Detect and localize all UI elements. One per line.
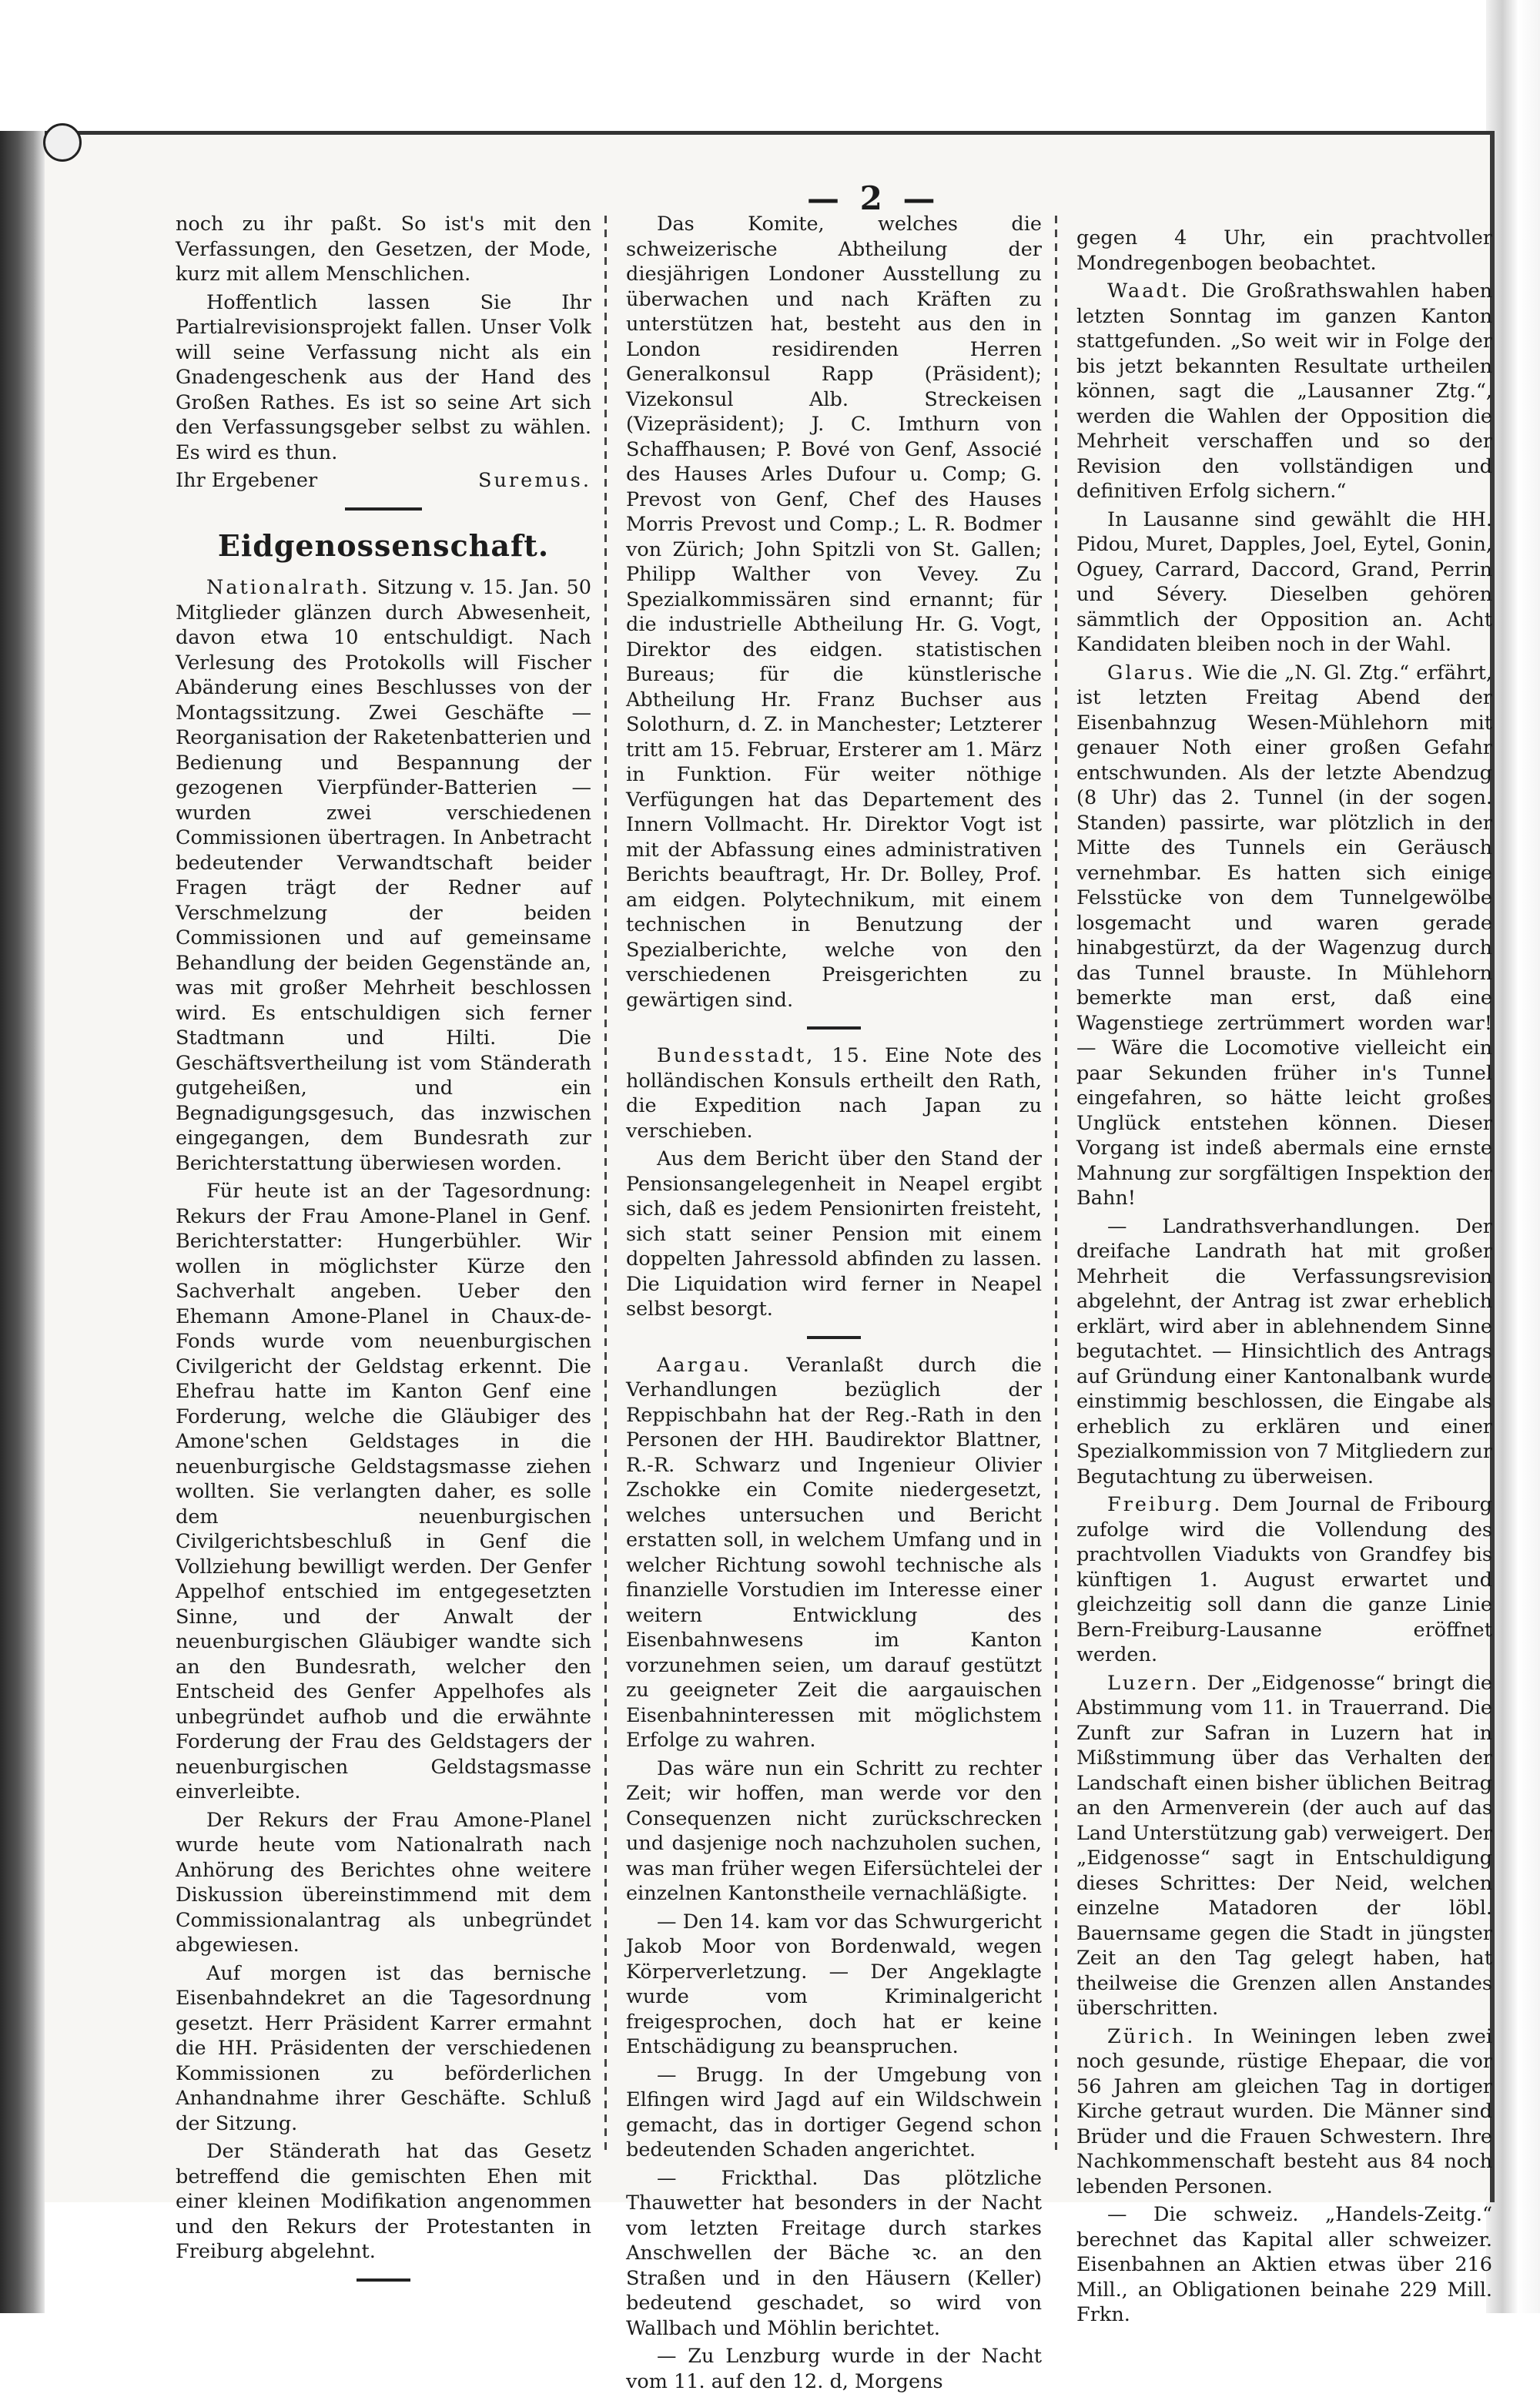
column-middle [626, 212, 1043, 2393]
paragraph-body: Die Großrathswahlen haben letzten Sonntag im ganzen Kanton stattgefunden. „So weit wir in Folge der bis jetzt bekannten Resultate urtheilen können, sagt die „Lausanner Ztg.“, werden die Wahlen der Opposition die Mehrheit verschaffen und so der Revision den vollständigen und definitiven Erfolg sichern.“ [1076, 280, 1492, 503]
paragraph [1076, 661, 1492, 1211]
column-left [176, 212, 591, 2263]
signature-name: Suremus. [478, 469, 591, 492]
paragraph-lead: Glarus. [1107, 661, 1196, 685]
paragraph: Der Rekurs der Frau Amone-Planel wurde heute vom Nationalrath nach Anhörung des Berichtes ohne weitere Diskussion übereinstimmend mit dem Commissionalantrag als unbegründet abgewiesen. [176, 1808, 591, 1957]
paragraph [1076, 279, 1492, 504]
paragraph: Für heute ist an der Tagesordnung: Rekurs der Frau Amone-Planel in Genf. Berichterstatter: Hungerbühler. Wir wollen in möglichster Kürze den Sachverhalt angeben. Ueber den Ehemann Amone-Planel in Chaux-de-Fonds wurde vom neuenburgischen Civilgericht der Geldstag erkennt. Die Ehefrau hatte im Kanton Genf eine Forderung, welche die Gläubiger des Amone'schen Geldstages in die neuenburgische Geldstagsmasse ziehen wollten. Sie verlangten daher, es solle dem neuenburgischen Civilgerichtsbeschluß in Genf die Vollziehung bewilligt werden. Der Genfer Appelhof entschied im entgegesetzten Sinne, und der Anwalt der neuenburgischen Gläubiger wandte sich an den Bundesrath, welcher den Entscheid des Genfer Appelhofes als unbegründet aufhob und die erwähnte Forderung der Frau des Geldstagers der neuenburgischen Geldstagsmasse einverleibte. [176, 1180, 591, 1803]
signature-closing: Ihr Ergebener [176, 469, 318, 492]
paragraph: gegen 4 Uhr, ein prachtvoller Mondregenbogen beobachtet. [1076, 226, 1492, 275]
separator [357, 2278, 410, 2282]
paragraph-body: Wie die „N. Gl. Ztg.“ erfährt, ist letzten Freitag Abend der Eisenbahnzug Wesen-Mühlehorn mit genauer Noth einer großen Gefahr entschwunden. Als der letzte Abendzug (8 Uhr) das 2. Tunnel (in der sogen. Standen) passirte, war plötzlich in der Mitte des Tunnels ein Geräusch vernehmbar. Es hatten sich einige Felsstücke von dem Tunnelgewölbe losgemacht und waren gerade hinabgestürzt, da der Wagenzug durch das Tunnel brauste. In Mühlehorn bemerkte man erst, daß eine Wagenstiege zertrümmert worden war! — Wäre die Locomotive vielleicht ein paar Sekunden früher in's Tunnel eingefahren, so hätte leicht großes Unglück entstehen können. Dieser Vorgang ist indeß abermals eine ernste Mahnung zur sorgfältigen Inspektion der Bahn! [1076, 661, 1493, 1210]
paragraph-lead: Nationalrath. [206, 576, 370, 599]
binding-shadow [0, 131, 45, 2313]
separator [345, 507, 422, 511]
section-heading: Eidgenossenschaft. [217, 527, 550, 563]
paragraph [626, 1353, 1042, 1753]
paragraph: — Die schweiz. „Handels-Zeitg.“ berechnet das Kapital aller schweizer. Eisenbahnen an Aktien etwas über 216 Mill., an Obligationen beinahe 229 Mill. Frkn. [1076, 2203, 1492, 2326]
signature-line [176, 468, 591, 494]
paragraph-body: In Weiningen leben zwei noch gesunde, rüstige Ehepaar, die vor 56 Jahren am gleichen Tag in dortiger Kirche getraut wurden. Die Männer sind Brüder und die Frauen Schwestern. Ihre Nachkommenschaft besteht aus 84 noch lebenden Personen. [1076, 2024, 1493, 2198]
column-right [1076, 226, 1493, 2326]
paragraph: Das Komite, welches die schweizerische Abtheilung der diesjährigen Londoner Ausstellung zu überwachen und nach Kräften zu unterstützen hat, besteht aus den in London residirenden Herren Generalkonsul Rapp (Präsident); Vizekonsul Alb. Streckeisen (Vizepräsident); J. C. Imthurn von Schaffhausen; P. Bové von Genf, Associé des Hauses Arles Dufour u. Comp; G. Prevost von Genf, Chef des Hauses Morris Prevost und Comp.; L. R. Bodmer von Zürich; John Spitzli von St. Gallen; Philipp Walther von Vevey. Zu Spezialkommissären sind ernannt; für die industrielle Abtheilung Hr. G. Vogt, Direktor des eidgen. statistischen Bureaus; für die künstlerische Abtheilung Hr. Franz Buchser aus Solothurn, d. Z. in Manchester; Letzterer tritt am 15. Februar, Ersterer am 1. März in Funktion. Für weiter nöthige Verfügungen hat das Departement des Innern Vollmacht. Hr. Direktor Vogt ist mit der Abfassung eines administrativen Berichts beauftragt, Hr. Dr. Bolley, Prof. am eidgen. Polytechnikum, mit einem technischen in Benutzung der Spezialberichte, welche von den verschiedenen Preisgerichten zu gewärtigen sind. [626, 213, 1042, 1012]
paragraph: Auf morgen ist das bernische Eisenbahndekret an die Tagesordnung gesetzt. Herr Präsident Karrer ermahnt die HH. Präsidenten der verschiedenen Kommissionen zu beförderlichen Anhandnahme ihrer Geschäfte. Schluß der Sitzung. [176, 1961, 591, 2135]
paragraph-lead: Zürich. [1107, 2024, 1196, 2048]
separator [807, 1336, 861, 1339]
paragraph: — Frickthal. Das plötzliche Thauwetter hat besonders in der Nacht vom letzten Freitage durch starkes Anschwellen der Bäche ꝛc. an den Straßen und in den Häusern (Keller) bedeutend geschadet, so wird von Wallbach und Möhlin berichtet. [626, 2166, 1042, 2340]
page-number: — 2 — [807, 179, 940, 217]
paragraph [1076, 2024, 1492, 2200]
paragraph [1076, 1492, 1492, 1668]
paragraph: — Den 14. kam vor das Schwurgericht Jakob Moor von Bordenwald, wegen Körperverletzung. — Der Angeklagte wurde vom Kriminalgericht freigesprochen, doch hat er keine Entschädigung zu beanspruchen. [626, 1910, 1042, 2058]
paragraph: — Landrathsverhandlungen. Der dreifache Landrath hat mit großer Mehrheit die Verfassungsrevision abgelehnt, der Antrag ist zwar erheblich erklärt, wird aber in ablehnendem Sinne begutachtet. — Hinsichtlich des Antrags auf Gründung einer Kantonalbank wurde einstimmig beschlossen, die Eingabe als erheblich zu erklären und einer Spezialkommission von 7 Mitgliedern zur Begutachtung zu überweisen. [1076, 1214, 1492, 1488]
separator [807, 1026, 861, 1030]
column-rule [1055, 216, 1057, 2156]
paragraph: noch zu ihr paßt. So ist's mit den Verfassungen, den Gesetzen, der Mode, kurz mit allem Menschlichen. [176, 213, 591, 286]
column-rule [604, 216, 607, 2156]
paragraph: — Brugg. In der Umgebung von Elfingen wird Jagd auf ein Wildschwein gemacht, das in dortiger Gegend schon bedeutenden Schaden angerichtet. [626, 2063, 1042, 2161]
paragraph: Der Ständerath hat das Gesetz betreffend die gemischten Ehen mit einer kleinen Modifikation angenommen und den Rekurs der Protestanten in Freiburg abgelehnt. [176, 2140, 591, 2263]
paragraph [626, 1043, 1042, 1143]
paragraph [1076, 1671, 1492, 2021]
paragraph: Das wäre nun ein Schritt zu rechter Zeit; wir hoffen, man werde vor den Consequenzen nicht zurückschrecken und dasjenige noch nachzuholen suchen, was man früher wegen Eifersüchtelei der einzelnen Kantonstheile vernachläßigte. [626, 1756, 1042, 1905]
paragraph-body: Eine Note des holländischen Konsuls ertheilt den Rath, die Expedition nach Japan zu verschieben. [626, 1044, 1043, 1143]
paragraph-body: Dem Journal de Fribourg zufolge wird die Vollendung des prachtvollen Viadukts von Grandfey bis künftigen 1. August erwartet und gleichzeitig soll dann die ganze Linie Bern-Freiburg-Lausanne eröffnet werden. [1076, 1493, 1492, 1666]
paragraph-body: Veranlaßt durch die Verhandlungen bezüglich der Reppischbahn hat der Reg.-Rath in den Personen der HH. Baudirektor Blattner, R.-R. Schwarz und Ingenieur Olivier Zschokke ein Comite niedergesetzt, welches untersuchen und Bericht erstatten soll, in welchem Umfang und in welcher Richtung sowohl technische als finanzielle Vorstudien im Interesse einer weitern Entwicklung des Eisenbahnwesens im Kanton vorzunehmen seien, um darauf gestützt zu geeigneter Zeit die aargauischen Eisenbahninteressen mit möglichstem Erfolge zu wahren. [626, 1353, 1043, 1752]
paragraph-body: Der „Eidgenosse“ bringt die Abstimmung vom 11. in Trauerrand. Die Zunft zur Safran in Luzern hat in Mißstimmung über das Verhalten der Landschaft einen bisher üblichen Beitrag an den Armenverein (der auch auf das Land Unterstützung gab) verweigert. Der „Eidgenosse“ sagt in Entschuldigung dieses Schrittes: Der Neid, welchen einzelne Matadoren der löbl. Bauernsame gegen die Stadt in jüngster Zeit an den Tag gelegt haben, hat theilweise die Grenzen allen Anstandes überschritten. [1076, 1671, 1493, 2020]
paragraph: Hoffentlich lassen Sie Ihr Partialrevisionsprojekt fallen. Unser Volk will seine Verfassung nicht als ein Gnadengeschenk aus der Hand des Großen Rathes. Es ist so seine Art sich den Verfassungsgeber selbst zu wählen. Es wird es thun. [176, 290, 591, 464]
paragraph-body: Sitzung v. 15. Jan. 50 Mitglieder glänzen durch Abwesenheit, davon etwa 10 entschuldigt. Nach Verlesung des Protokolls will Fischer Abänderung eines Beschlusses von der Montagssitzung. Zwei Geschäfte — Reorganisation der Raketenbatterien und Bedienung und Bespannung der gezogenen Vierpfünder-Batterien — wurden zwei verschiedenen Commissionen übertragen. In Anbetracht bedeutender Verwandtschaft beider Fragen trägt der Redner auf Verschmelzung der beiden Commissionen und auf gemeinsame Behandlung der beiden Gegenstände an, was mit großer Mehrheit beschlossen wird. Es entschuldigen sich ferner Stadtmann und Hilti. Die Geschäftsvertheilung ist vom Ständerath gutgeheißen, und ein Begnadigungsgesuch, das inzwischen eingegangen, dem Bundesrath zur Berichterstattung überwiesen worden. [176, 576, 591, 1175]
paragraph-lead: Waadt. [1107, 280, 1190, 303]
paragraph: Aus dem Bericht über den Stand der Pensionsangelegenheit in Neapel ergibt sich, daß es jedem Pensionirten freisteht, sich statt seiner Pension mit einem doppelten Jahressold abfinden zu lassen. Die Liquidation wird ferner in Neapel selbst besorgt. [626, 1147, 1042, 1321]
paragraph: In Lausanne sind gewählt die HH. Pidou, Muret, Dapples, Joel, Eytel, Gonin, Oguey, Carrard, Daccord, Grand, Perrin und Sévery. Dieselben gehören sämmtlich der Opposition an. Acht Kandidaten bleiben noch in der Wahl. [1076, 507, 1492, 656]
paragraph-lead: Bundesstadt, 15. [657, 1044, 870, 1067]
paragraph [176, 575, 591, 1176]
binding-ring-icon [43, 123, 82, 162]
paragraph-lead: Freiburg. [1107, 1493, 1223, 1516]
paragraph-lead: Luzern. [1107, 1671, 1200, 1695]
newspaper-page [45, 131, 1493, 2393]
paragraph: — Zu Lenzburg wurde in der Nacht vom 11. auf den 12. d, Morgens [626, 2345, 1042, 2393]
paragraph-lead: Aargau. [657, 1353, 752, 1377]
